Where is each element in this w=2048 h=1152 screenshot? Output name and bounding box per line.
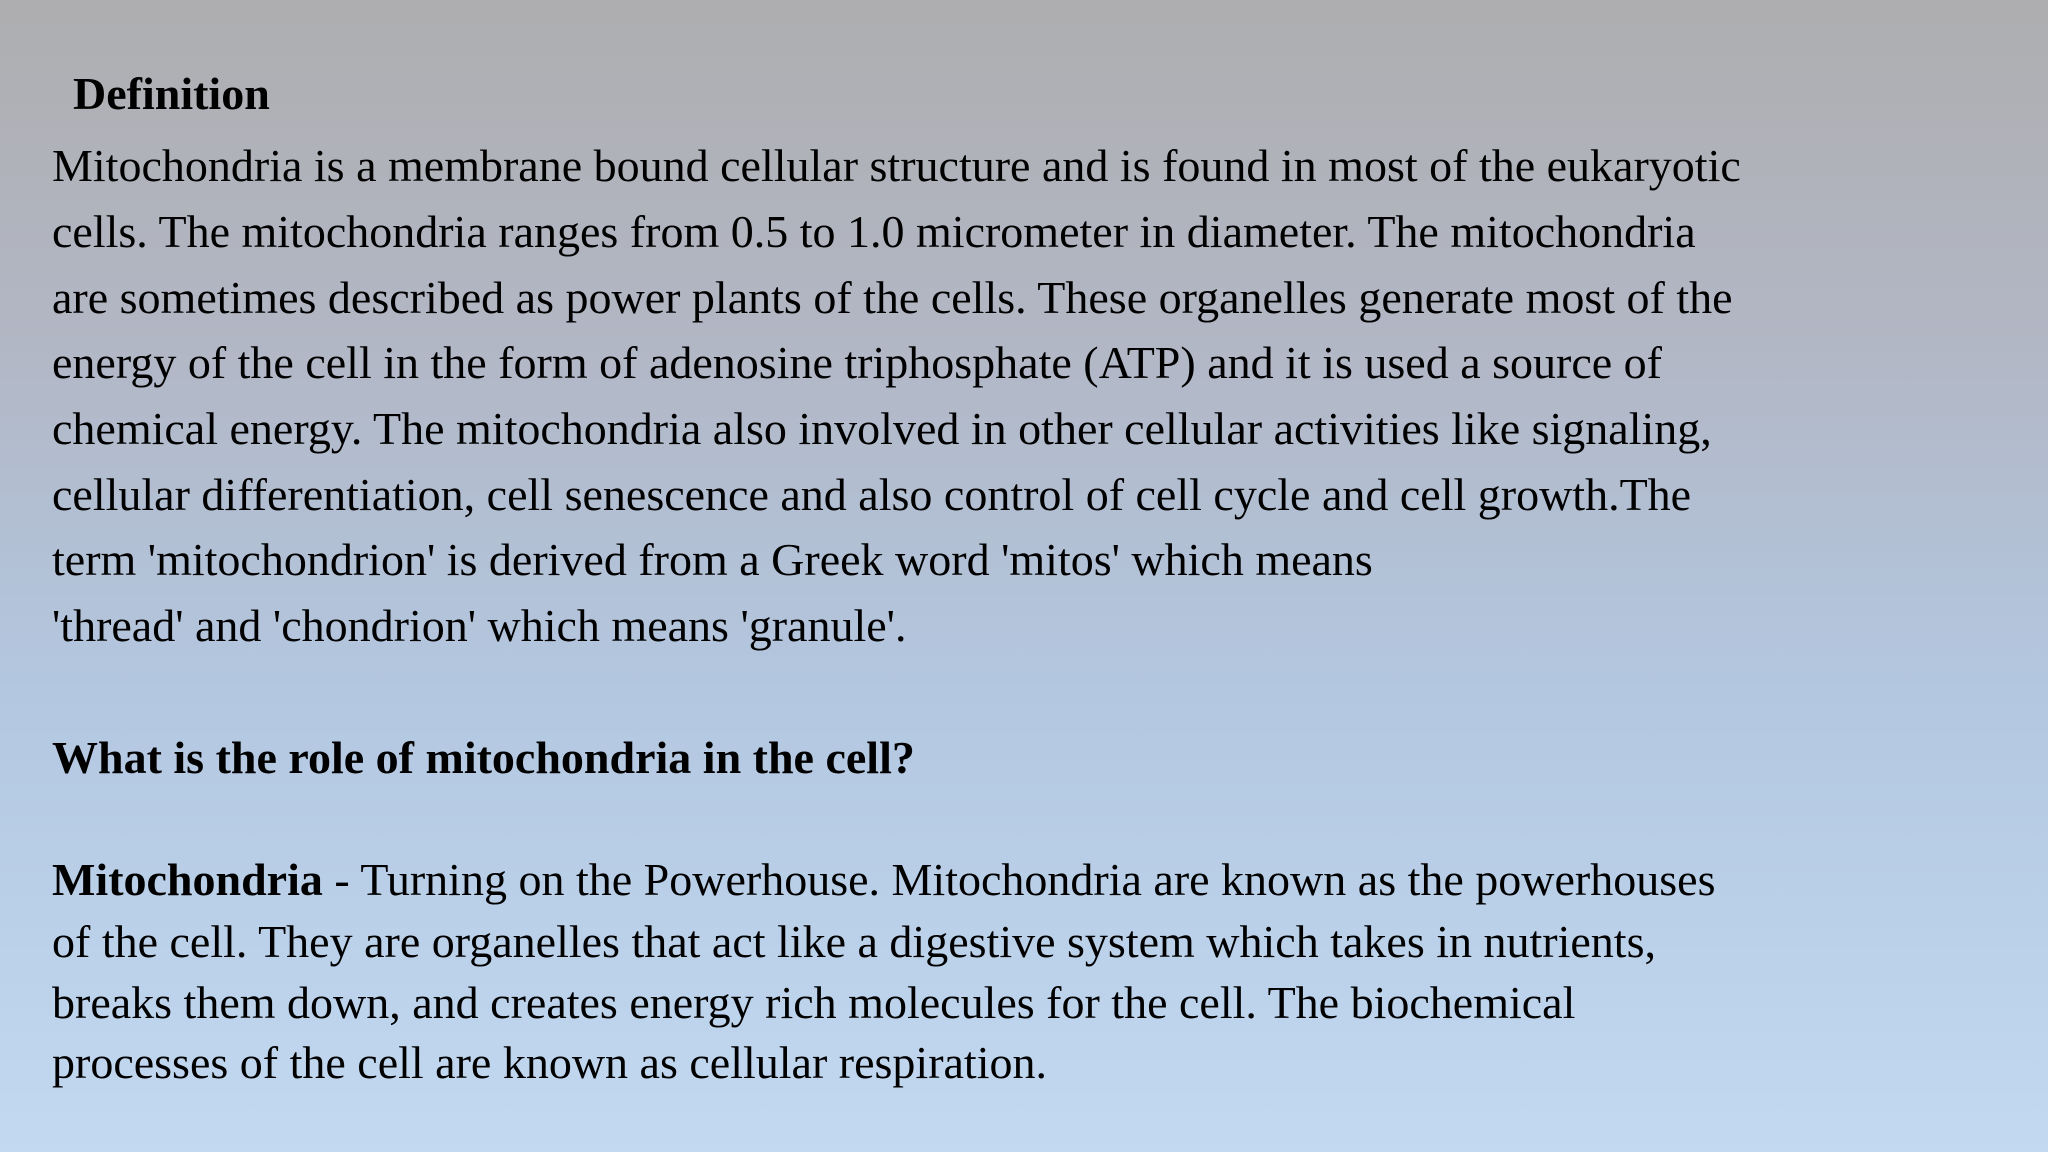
role-line-4: processes of the cell are known as cellular respiration.	[52, 1037, 1047, 1088]
definition-line-5: chemical energy. The mitochondria also involved in other cellular activities like signaling,	[52, 403, 1712, 454]
role-question-heading: What is the role of mitochondria in the cell?	[52, 732, 915, 783]
definition-line-8: 'thread' and 'chondrion' which means 'granule'.	[52, 600, 907, 651]
role-term: Mitochondria	[52, 854, 323, 905]
definition-line-3: are sometimes described as power plants of the cells. These organelles generate most of the	[52, 272, 1733, 323]
role-line-2: of the cell. They are organelles that act like a digestive system which takes in nutrients,	[52, 916, 1656, 967]
role-line-1	[52, 850, 1715, 910]
role-line-3: breaks them down, and creates energy rich molecules for the cell. The biochemical	[52, 977, 1576, 1028]
definition-line-4: energy of the cell in the form of adenosine triphosphate (ATP) and it is used a source of	[52, 337, 1662, 388]
definition-heading: Definition	[73, 68, 270, 119]
role-line-1-text: - Turning on the Powerhouse. Mitochondria are known as the powerhouses	[322, 854, 1716, 905]
definition-line-7: term 'mitochondrion' is derived from a Greek word 'mitos' which means	[52, 534, 1373, 585]
definition-line-1: Mitochondria is a membrane bound cellular structure and is found in most of the eukaryotic	[52, 140, 1741, 191]
definition-line-2: cells. The mitochondria ranges from 0.5 to 1.0 micrometer in diameter. The mitochondria	[52, 206, 1696, 257]
definition-line-6: cellular differentiation, cell senescence and also control of cell cycle and cell growth.The	[52, 469, 1692, 520]
